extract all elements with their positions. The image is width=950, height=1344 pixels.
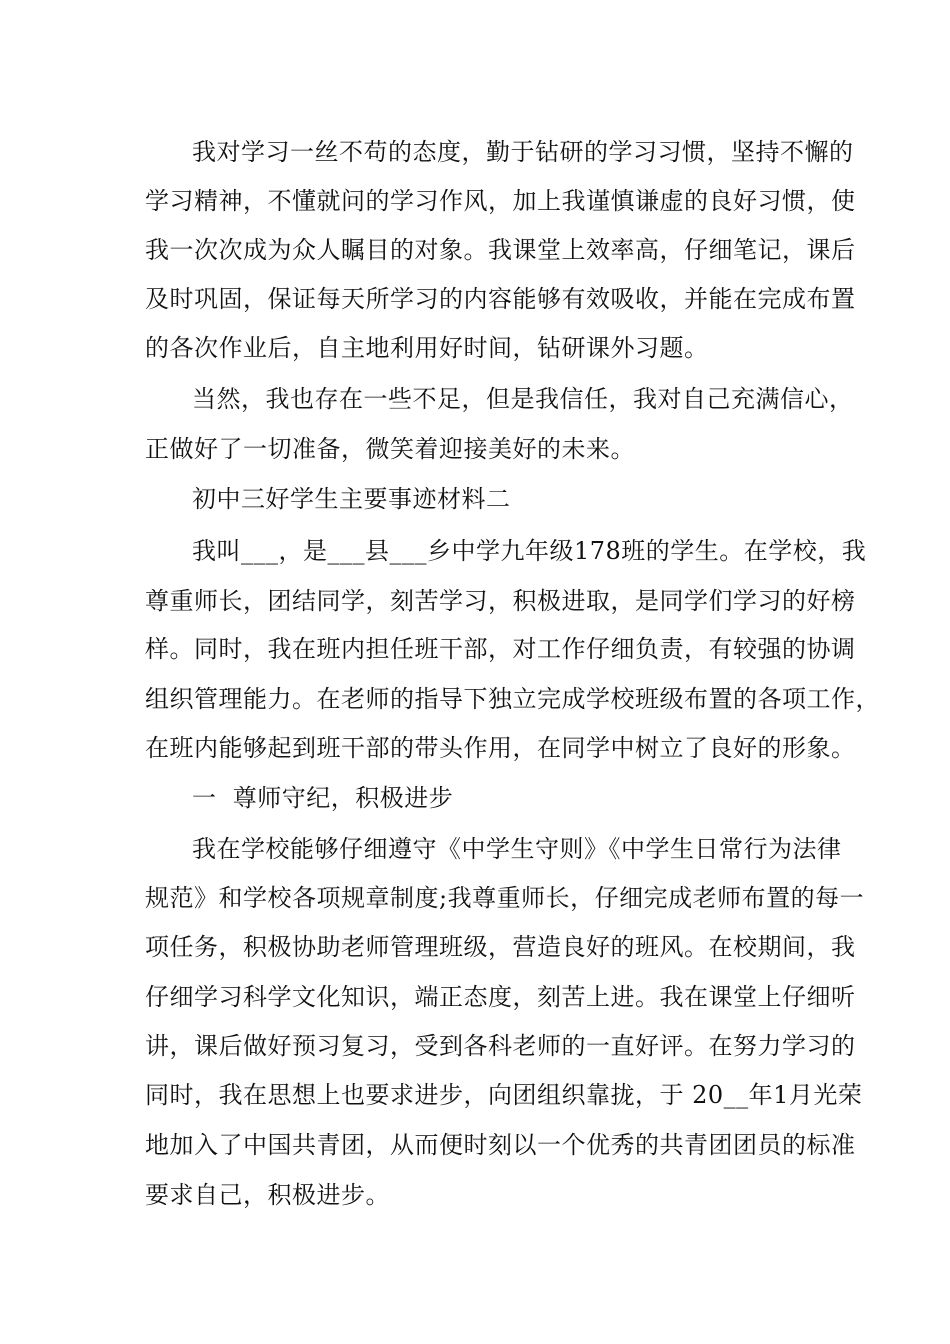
- paragraph-line: 仔细学习科学文化知识，端正态度，刻苦上进。我在课堂上仔细听: [145, 983, 856, 1011]
- paragraph-line: 尊重师长，团结同学，刻苦学习，积极进取，是同学们学习的好榜: [145, 587, 856, 615]
- paragraph-line: 项任务，积极协助老师管理班级，营造良好的班风。在校期间，我: [145, 933, 856, 961]
- paragraph-line: 我一次次成为众人瞩目的对象。我课堂上效率高，仔细笔记，课后: [145, 236, 856, 264]
- section-heading: 初中三好学生主要事迹材料二: [192, 485, 511, 513]
- paragraph-line: 同时，我在思想上也要求进步，向团组织靠拢，于 20__年1月光荣: [145, 1081, 863, 1109]
- paragraph-line: 的各次作业后，自主地利用好时间，钻研课外习题。: [145, 334, 709, 362]
- paragraph-line: 讲，课后做好预习复习，受到各科老师的一直好评。在努力学习的: [145, 1032, 856, 1060]
- paragraph-line: 要求自己，积极进步。: [145, 1181, 390, 1209]
- paragraph-line: 我对学习一丝不苟的态度，勤于钻研的学习习惯，坚持不懈的: [192, 138, 854, 166]
- paragraph-line: 当然，我也存在一些不足，但是我信任，我对自己充满信心，: [192, 385, 854, 413]
- paragraph-line: 组织管理能力。在老师的指导下独立完成学校班级布置的各项工作，: [145, 685, 880, 713]
- paragraph-line: 规范》和学校各项规章制度;我尊重师长，仔细完成老师布置的每一: [145, 884, 865, 912]
- paragraph-line: 正做好了一切准备，微笑着迎接美好的未来。: [145, 435, 635, 463]
- paragraph-line: 及时巩固，保证每天所学习的内容能够有效吸收，并能在完成布置: [145, 285, 856, 313]
- paragraph-line: 我在学校能够仔细遵守《中学生守则》《中学生日常行为法律: [192, 835, 842, 863]
- paragraph-line: 学习精神，不懂就问的学习作风，加上我谨慎谦虚的良好习惯，使: [145, 187, 856, 215]
- paragraph-line: 样。同时，我在班内担任班干部，对工作仔细负责，有较强的协调: [145, 635, 856, 663]
- paragraph-line: 在班内能够起到班干部的带头作用，在同学中树立了良好的形象。: [145, 734, 856, 762]
- paragraph-line: 我叫___，是___县___乡中学九年级178班的学生。在学校，我: [192, 537, 867, 565]
- section-heading: 一 尊师守纪，积极进步: [192, 784, 454, 812]
- paragraph-line: 地加入了中国共青团，从而便时刻以一个优秀的共青团团员的标准: [145, 1131, 856, 1159]
